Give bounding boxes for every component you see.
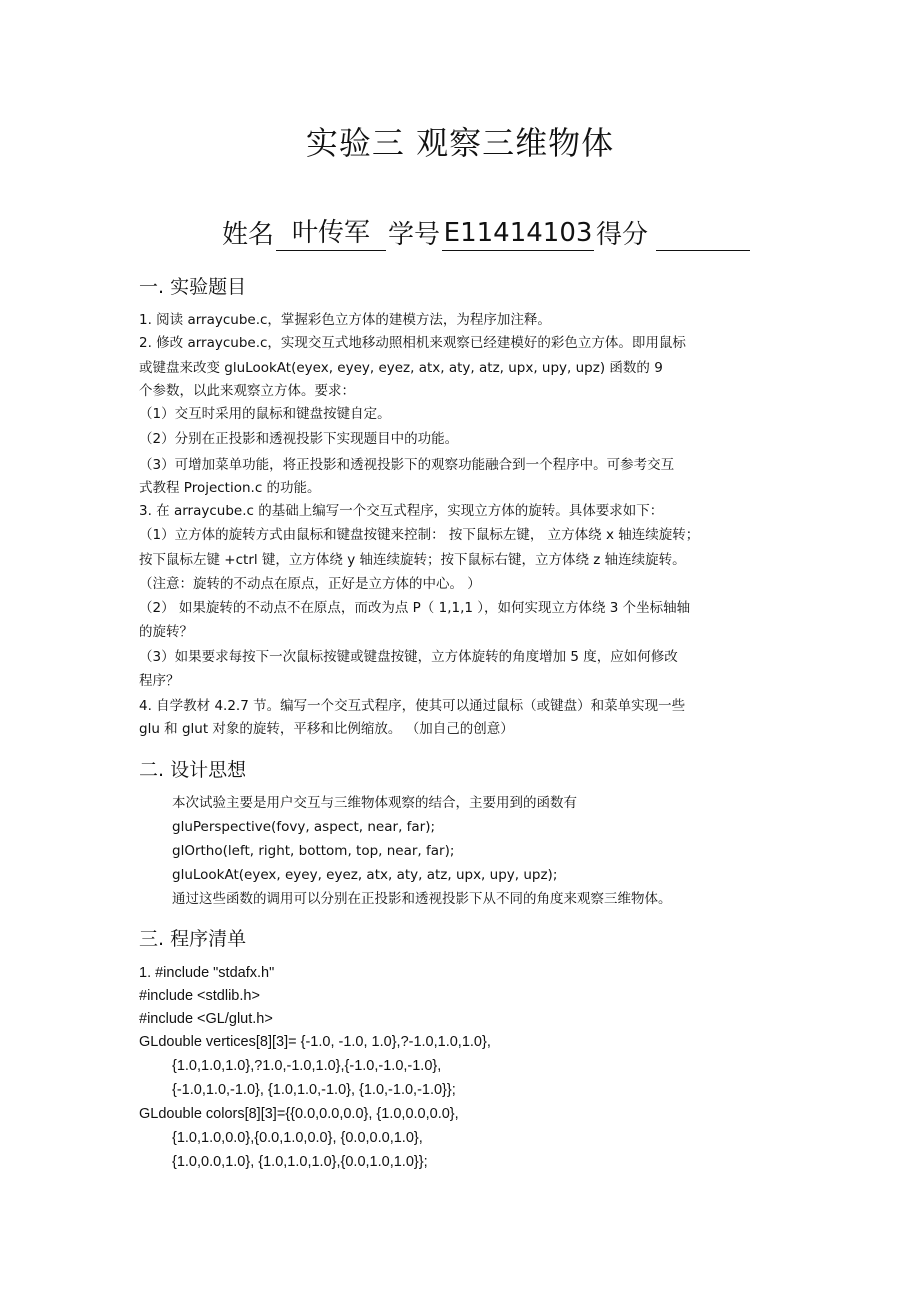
task-line: （1）立方体的旋转方式由鼠标和键盘按键来控制： 按下鼠标左键， 立方体绕 x 轴连续旋转； <box>139 527 700 543</box>
code-line: {1.0,0.0,1.0}, {1.0,1.0,1.0},{0.0,1.0,1.0}}; <box>172 1154 428 1170</box>
code-line: {-1.0,1.0,-1.0}, {1.0,1.0,-1.0}, {1.0,-1.0,-1.0}}; <box>172 1082 456 1098</box>
code-line: {1.0,1.0,1.0},?1.0,-1.0,1.0},{-1.0,-1.0,-1.0}, <box>172 1058 442 1074</box>
task-line: 3. 在 arraycube.c 的基础上编写一个交互式程序，实现立方体的旋转。具体要求如下： <box>139 503 664 519</box>
task-line: 1. 阅读 arraycube.c，掌握彩色立方体的建模方法，为程序加注释。 <box>139 312 551 328</box>
task-line: （2）分别在正投影和透视投影下实现题目中的功能。 <box>139 431 459 447</box>
task-line: 程序？ <box>139 673 180 689</box>
task-line: 4. 自学教材 4.2.7 节。编写一个交互式程序，使其可以通过鼠标（或键盘）和菜单实现一些 <box>139 698 686 714</box>
design-line: 本次试验主要是用户交互与三维物体观察的结合，主要用到的函数有 <box>172 795 577 811</box>
task-line: 按下鼠标左键 +ctrl 键，立方体绕 y 轴连续旋转；按下鼠标右键，立方体绕 z 轴连续旋转。 <box>139 552 686 568</box>
design-line: glOrtho(left, right, bottom, top, near, far); <box>172 843 455 859</box>
code-line: 1. #include "stdafx.h" <box>139 965 275 981</box>
code-line: GLdouble colors[8][3]={{0.0,0.0,0.0}, {1.0,0.0,0.0}, <box>139 1106 459 1122</box>
task-line: 个参数，以此来观察立方体。要求： <box>139 383 355 399</box>
design-line: 通过这些函数的调用可以分别在正投影和透视投影下从不同的角度来观察三维物体。 <box>172 891 672 907</box>
task-line: 2. 修改 arraycube.c，实现交互式地移动照相机来观察已经建模好的彩色立方体。即用鼠标 <box>139 335 686 351</box>
task-line: （3）可增加菜单功能，将正投影和透视投影下的观察功能融合到一个程序中。可参考交互 <box>139 457 675 473</box>
code-line: #include <stdlib.h> <box>139 988 260 1004</box>
design-line: gluPerspective(fovy, aspect, near, far); <box>172 819 436 835</box>
name-value: 叶传军 <box>276 216 386 251</box>
page-title: 实验三 观察三维物体 <box>305 124 615 162</box>
score-label: 得分 <box>596 220 649 250</box>
task-line: 式教程 Projection.c 的功能。 <box>139 480 321 496</box>
section-heading-design: 二. 设计思想 <box>139 759 247 781</box>
task-line: （1）交互时采用的鼠标和键盘按键自定。 <box>139 406 391 422</box>
name-label: 姓名 <box>222 220 275 250</box>
task-line: glu 和 glut 对象的旋转，平移和比例缩放。 （加自己的创意） <box>139 721 514 737</box>
student-id-label: 学号 <box>388 220 441 250</box>
task-line: 或键盘来改变 gluLookAt(eyex, eyey, eyez, atx, aty, atz, upx, upy, upz) 函数的 9 <box>139 360 663 376</box>
design-line: gluLookAt(eyex, eyey, eyez, atx, aty, atz, upx, upy, upz); <box>172 867 558 883</box>
task-line: （2） 如果旋转的不动点不在原点，而改为点 P（ 1,1,1 ），如何实现立方体绕 3 个坐标轴轴 <box>139 600 691 616</box>
code-line: {1.0,1.0,0.0},{0.0,1.0,0.0}, {0.0,0.0,1.0}, <box>172 1130 423 1146</box>
code-line: #include <GL/glut.h> <box>139 1011 273 1027</box>
section-heading-program: 三. 程序清单 <box>139 928 247 950</box>
code-line: GLdouble vertices[8][3]= {-1.0, -1.0, 1.0},?-1.0,1.0,1.0}, <box>139 1034 491 1050</box>
score-value <box>656 216 750 251</box>
task-line: （注意：旋转的不动点在原点，正好是立方体的中心。 ） <box>139 576 481 592</box>
student-id-value: E11414103 <box>442 216 594 251</box>
task-line: （3）如果要求每按下一次鼠标按键或键盘按键，立方体旋转的角度增加 5 度，应如何修改 <box>139 649 678 665</box>
task-line: 的旋转？ <box>139 624 193 640</box>
section-heading-tasks: 一. 实验题目 <box>139 276 247 298</box>
student-info-line <box>222 214 752 251</box>
